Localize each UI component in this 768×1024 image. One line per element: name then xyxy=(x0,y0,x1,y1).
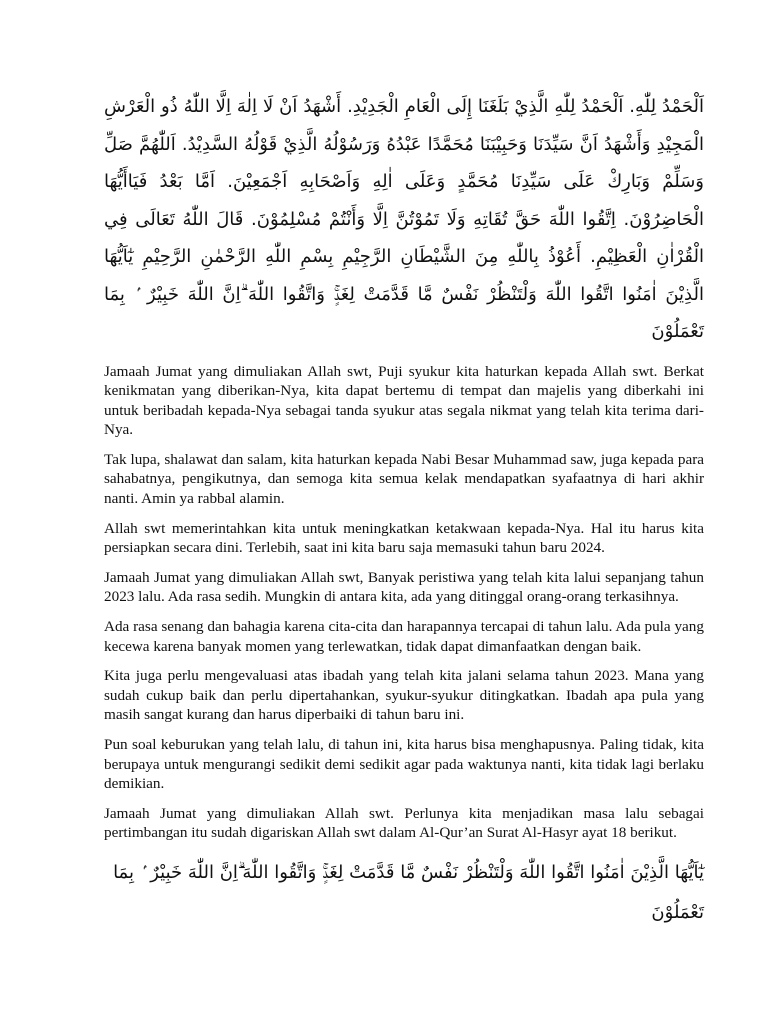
document-page xyxy=(104,88,704,933)
paragraph-6: Kita juga perlu mengevaluasi atas ibadah yang telah kita jalani selama tahun 2023. Mana yang sudah cukup baik dan perlu dipertahankan, syukur-syukur ditingkatkan. Ibadah apa pula yang masih sangat kurang dan harus diperbaiki di tahun baru ini. xyxy=(104,667,704,724)
paragraph-2: Tak lupa, shalawat dan salam, kita haturkan kepada Nabi Besar Muhammad saw, juga kepada para sahabatnya, pengikutnya, dan semoga kita semua kelak mendapatkan syafaatnya di hari akhir nanti. Amin ya rabbal alamin. xyxy=(104,450,704,508)
paragraph-3: Allah swt memerintahkan kita untuk meningkatkan ketakwaan kepada-Nya. Hal itu harus kita persiapkan secara dini. Terlebih, saat ini kita baru saja memasuki tahun baru 2024. xyxy=(104,519,704,557)
paragraph-5: Ada rasa senang dan bahagia karena cita-cita dan harapannya tercapai di tahun lalu. Ada pula yang kecewa karena banyak momen yang terlewatkan, tidak dapat dimanfaatkan dengan baik. xyxy=(104,618,704,655)
paragraph-7: Pun soal keburukan yang telah lalu, di tahun ini, kita harus bisa menghapusnya. Paling tidak, kita berupaya untuk mengurangi sedikit demi sedikit agar pada waktunya nanti, kita tidak lagi berlaku demikian. xyxy=(104,736,704,793)
paragraph-8: Jamaah Jumat yang dimuliakan Allah swt. Perlunya kita menjadikan masa lalu sebagai pertimbangan itu sudah digariskan Allah swt dalam Al-Qur’an Surat Al-Hasyr ayat 18 berikut. xyxy=(104,804,704,842)
paragraph-1: Jamaah Jumat yang dimuliakan Allah swt, Puji syukur kita haturkan kepada Allah swt. Berkat kenikmatan yang diberikan-Nya, kita dapat bertemu di tempat dan majelis yang diberkahi ini untuk beribadah kepada-Nya sebagai tanda syukur atas segala nikmat yang telah kita terima dari-Nya. xyxy=(104,362,704,439)
opening-arabic-text: اَلْحَمْدُ لِلّٰهِ. اَلْحَمْدُ لِلّٰهِ الَّذِيْ بَلَغَنَا إِلَى الْعَامِ الْجَدِيْدِ. أَشْهَدُ اَنْ لَا اِلٰهَ اِلَّا اللّٰهُ ذُو الْعَرْشِ الْمَجِيْدِ وَأَشْهَدُ اَنَّ سَيِّدَنَا وَحَبِيْبَنَا مُحَمَّدًا عَبْدُهُ وَرَسُوْلُهُ الَّذِيْ قَوْلُهُ السَّدِيْدُ. اَللّٰهُمَّ صَلِّ وَسَلِّمْ وَبَارِكْ عَلَى سَيِّدِنَا مُحَمَّدٍ وَعَلَى اٰلِهِ وَاَصْحَابِهِ اَجْمَعِيْنَ. اَمَّا بَعْدُ فَيَاأَيُّهَا الْحَاضِرُوْنَ. اِتَّقُوا اللّٰهَ حَقَّ تُقَاتِهِ وَلَا تَمُوْتُنَّ اِلَّا وَأَنْتُمْ مُسْلِمُوْنَ. قَالَ اللّٰهُ تَعَالَى فِي الْقُرْاٰنِ الْعَظِيْمِ. أَعُوْذُ بِاللّٰهِ مِنَ الشَّيْطَانِ الرَّجِيْمِ بِسْمِ اللّٰهِ الرَّحْمٰنِ الرَّحِيْمِ يٰٓاَيُّهَا الَّذِيْنَ اٰمَنُوا اتَّقُوا اللّٰهَ وَلْتَنْظُرْ نَفْسٌ مَّا قَدَّمَتْ لِغَدٍۚ وَاتَّقُوا اللّٰهَ ۗاِنَّ اللّٰهَ خَبِيْرٌ ۢ بِمَا تَعْمَلُوْنَ xyxy=(104,96,704,342)
verse-arabic-text: يٰٓاَيُّهَا الَّذِيْنَ اٰمَنُوا اتَّقُوا اللّٰهَ وَلْتَنْظُرْ نَفْسٌ مَّا قَدَّمَتْ لِغَدٍۚ وَاتَّقُوا اللّٰهَ ۗاِنَّ اللّٰهَ خَبِيْرٌ ۢ بِمَا تَعْمَلُوْنَ xyxy=(113,861,704,923)
paragraph-4: Jamaah Jumat yang dimuliakan Allah swt, Banyak peristiwa yang telah kita lalui sepanjang tahun 2023 lalu. Ada rasa sedih. Mungkin di antara kita, ada yang ditinggal orang-orang terkasihnya. xyxy=(104,568,704,606)
